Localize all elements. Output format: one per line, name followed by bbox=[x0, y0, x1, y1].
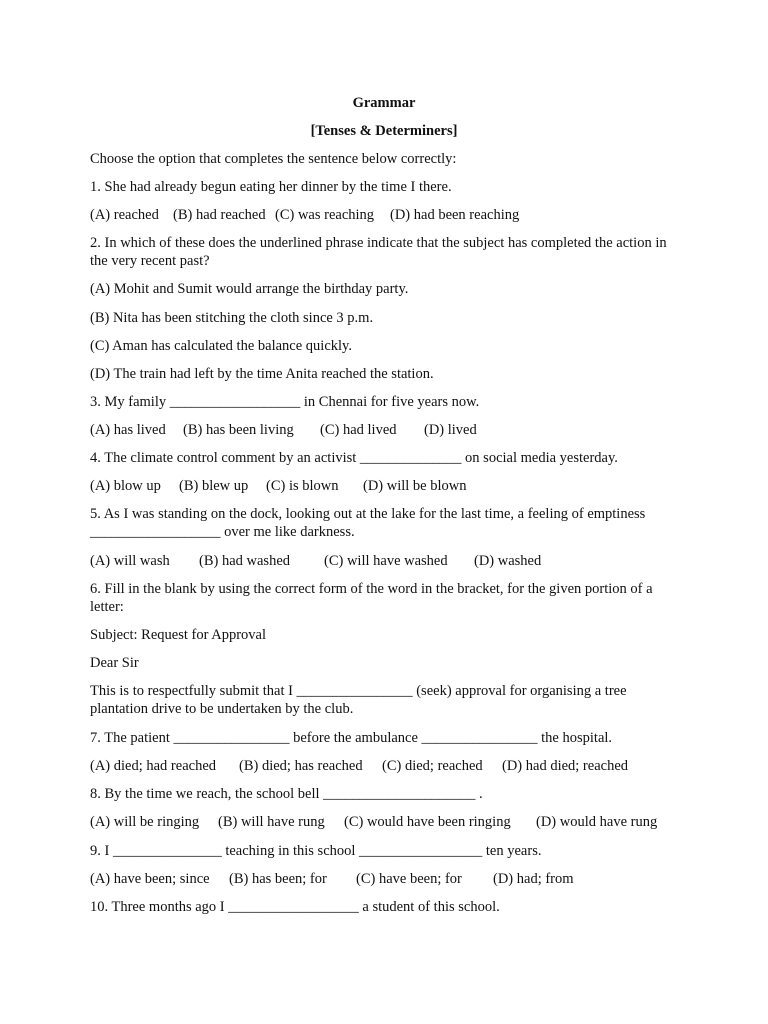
option-c: (C) will have washed bbox=[324, 553, 448, 569]
option-c: (C) is blown bbox=[266, 478, 339, 494]
option-c: (C) died; reached bbox=[382, 758, 483, 774]
question-2: 2. In which of these does the underlined phrase indicate that the subject has completed the action in the very recent past? bbox=[90, 235, 667, 269]
question-2-option-d: (D) The train had left by the time Anita reached the station. bbox=[90, 366, 434, 382]
instruction: Choose the option that completes the sentence below correctly: bbox=[90, 151, 457, 167]
option-b: (B) had washed bbox=[199, 553, 291, 569]
question-5: 5. As I was standing on the dock, looking out at the lake for the last time, a feeling of emptiness __________________ over me like darkness. bbox=[90, 506, 646, 540]
option-d: (D) had been reaching bbox=[390, 207, 520, 223]
letter-subject: Subject: Request for Approval bbox=[90, 627, 266, 643]
option-c: (C) had lived bbox=[320, 422, 397, 438]
question-9: 9. I _______________ teaching in this school _________________ ten years. bbox=[90, 843, 542, 859]
question-10: 10. Three months ago I __________________ a student of this school. bbox=[90, 899, 500, 915]
option-a: (A) died; had reached bbox=[90, 758, 217, 774]
question-2-option-b: (B) Nita has been stitching the cloth since 3 p.m. bbox=[90, 310, 374, 326]
question-4: 4. The climate control comment by an activist ______________ on social media yesterday. bbox=[90, 450, 618, 466]
question-2-option-c: (C) Aman has calculated the balance quickly. bbox=[90, 338, 352, 354]
question-1: 1. She had already begun eating her dinner by the time I there. bbox=[90, 179, 452, 195]
option-c: (C) have been; for bbox=[356, 871, 462, 887]
question-2-option-a: (A) Mohit and Sumit would arrange the birthday party. bbox=[90, 281, 409, 297]
option-d: (D) washed bbox=[474, 553, 542, 569]
option-a: (A) has lived bbox=[90, 422, 166, 438]
option-b: (B) has been living bbox=[183, 422, 294, 438]
page-subtitle: [Tenses & Determiners] bbox=[310, 123, 458, 139]
option-a: (A) reached bbox=[90, 207, 159, 223]
option-b: (B) will have rung bbox=[218, 814, 325, 830]
option-b: (B) had reached bbox=[173, 207, 266, 223]
option-c: (C) would have been ringing bbox=[344, 814, 511, 830]
option-a: (A) blow up bbox=[90, 478, 161, 494]
question-6: 6. Fill in the blank by using the correct form of the word in the bracket, for the given portion of a letter: bbox=[90, 581, 653, 615]
page-title: Grammar bbox=[352, 95, 416, 111]
letter-salutation: Dear Sir bbox=[90, 655, 139, 671]
option-a: (A) have been; since bbox=[90, 871, 210, 887]
option-b: (B) has been; for bbox=[229, 871, 327, 887]
option-d: (D) had died; reached bbox=[502, 758, 629, 774]
option-c: (C) was reaching bbox=[275, 207, 375, 223]
question-3: 3. My family __________________ in Chennai for five years now. bbox=[90, 394, 480, 410]
option-d: (D) lived bbox=[424, 422, 477, 438]
option-d: (D) will be blown bbox=[363, 478, 467, 494]
question-8: 8. By the time we reach, the school bell _____________________ . bbox=[90, 786, 483, 802]
option-d: (D) had; from bbox=[493, 871, 574, 887]
option-b: (B) blew up bbox=[179, 478, 249, 494]
option-b: (B) died; has reached bbox=[239, 758, 363, 774]
option-d: (D) would have rung bbox=[536, 814, 658, 830]
letter-body: This is to respectfully submit that I ________________ (seek) approval for organising a tree plantation drive to be undertaken by the club. bbox=[90, 683, 627, 717]
option-a: (A) will be ringing bbox=[90, 814, 200, 830]
question-7: 7. The patient ________________ before the ambulance ________________ the hospital. bbox=[90, 730, 613, 746]
option-a: (A) will wash bbox=[90, 553, 170, 569]
